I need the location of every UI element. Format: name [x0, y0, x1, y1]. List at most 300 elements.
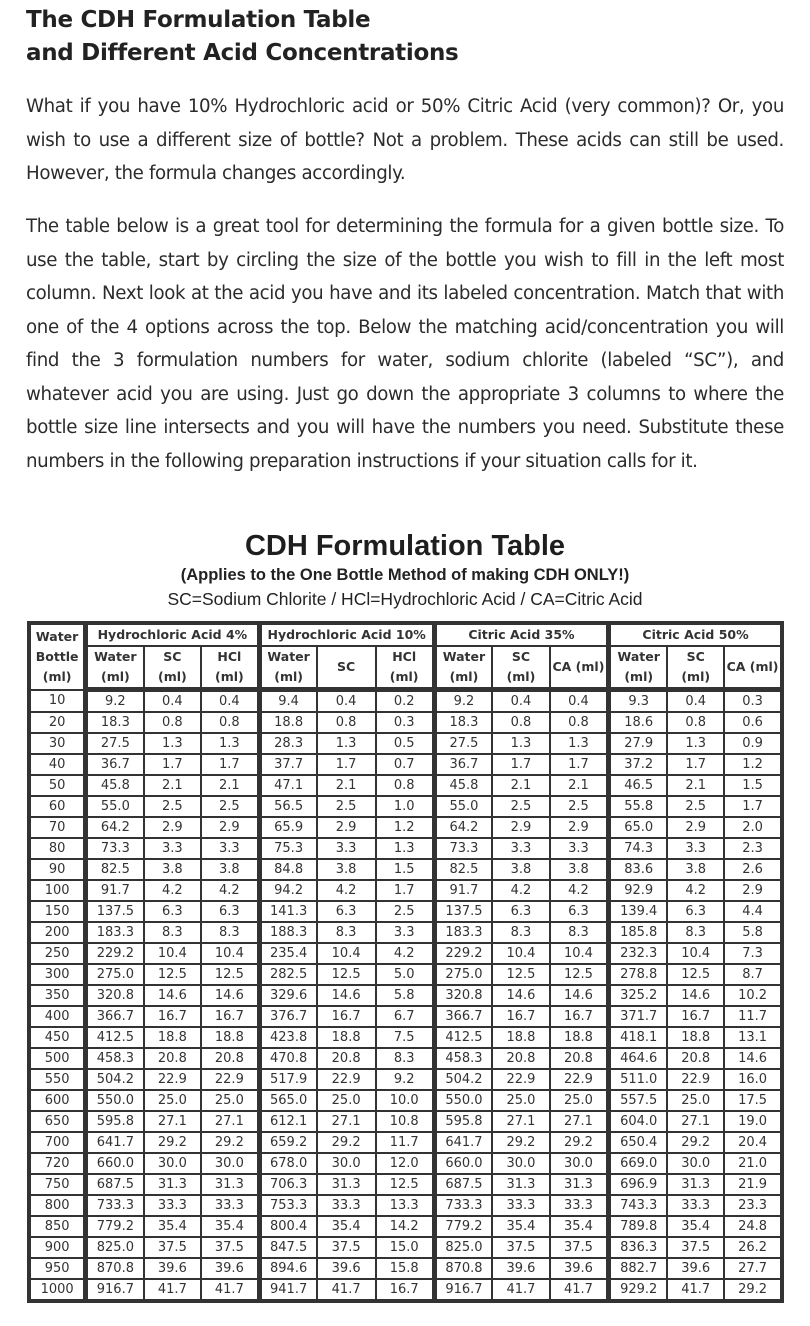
value-cell: 25.0	[667, 1090, 724, 1111]
instructions-paragraph: The table below is a great tool for determining the formula for a given bottle size. To use the table, start by circling the size of the bottle you wish to fill in the left most column. Next look at the acid you have and its labeled concentration. Match that with one of the 4 options across the top. Below the matching acid/concentration you will find the 3 formulation numbers for water, sodium chlorite (labeled “SC”), and whatever acid you are using. Just go down the appropriate 3 columns to where the bottle size line intersects and you will have the numbers you need. Substitute these numbers in the following preparation instructions if your situation calls for it.	[26, 216, 784, 472]
value-cell: 14.6	[550, 985, 609, 1006]
value-cell: 9.2	[434, 690, 492, 713]
value-cell: 139.4	[609, 901, 668, 922]
value-cell: 14.6	[317, 985, 376, 1006]
value-cell: 3.8	[201, 859, 259, 880]
table-row	[29, 796, 782, 817]
value-cell: 31.3	[667, 1174, 724, 1195]
table-row	[29, 859, 782, 880]
value-cell: 2.9	[201, 817, 259, 838]
column-header-line: SC	[163, 649, 182, 664]
value-cell: 0.8	[667, 712, 724, 733]
value-cell: 18.8	[550, 1027, 609, 1048]
value-cell: 0.8	[317, 712, 376, 733]
value-cell: 92.9	[609, 880, 668, 901]
value-cell: 16.0	[724, 1069, 782, 1090]
value-cell: 20.8	[492, 1048, 550, 1069]
value-cell: 41.7	[144, 1279, 202, 1301]
value-cell: 28.3	[259, 733, 317, 754]
value-cell: 0.5	[376, 733, 435, 754]
value-cell: 366.7	[434, 1006, 492, 1027]
group-header-3: Citric Acid 50%	[609, 623, 782, 646]
value-cell: 941.7	[259, 1279, 317, 1301]
value-cell: 10.4	[317, 943, 376, 964]
bottle-size-cell: 1000	[29, 1279, 86, 1301]
value-cell: 687.5	[434, 1174, 492, 1195]
value-cell: 2.5	[492, 796, 550, 817]
value-cell: 825.0	[86, 1237, 144, 1258]
value-cell: 18.8	[259, 712, 317, 733]
value-cell: 641.7	[86, 1132, 144, 1153]
value-cell: 229.2	[86, 943, 144, 964]
value-cell: 20.8	[317, 1048, 376, 1069]
value-cell: 3.3	[201, 838, 259, 859]
value-cell: 1.7	[144, 754, 202, 775]
value-cell: 65.9	[259, 817, 317, 838]
value-cell: 2.1	[492, 775, 550, 796]
value-cell: 557.5	[609, 1090, 668, 1111]
value-cell: 18.3	[434, 712, 492, 733]
value-cell: 1.0	[376, 796, 435, 817]
value-cell: 366.7	[86, 1006, 144, 1027]
value-cell: 376.7	[259, 1006, 317, 1027]
value-cell: 232.3	[609, 943, 668, 964]
value-cell: 4.4	[724, 901, 782, 922]
value-cell: 847.5	[259, 1237, 317, 1258]
value-cell: 46.5	[609, 775, 668, 796]
value-cell: 2.1	[317, 775, 376, 796]
value-cell: 2.1	[667, 775, 724, 796]
column-header	[550, 646, 609, 690]
bottle-size-cell: 500	[29, 1048, 86, 1069]
value-cell: 37.7	[259, 754, 317, 775]
column-header	[667, 646, 724, 690]
bottle-size-cell: 800	[29, 1195, 86, 1216]
table-body	[29, 690, 782, 1302]
value-cell: 33.3	[492, 1195, 550, 1216]
value-cell: 14.6	[667, 985, 724, 1006]
value-cell: 30.0	[317, 1153, 376, 1174]
column-header-line: HCl	[392, 649, 417, 664]
value-cell: 641.7	[434, 1132, 492, 1153]
bottle-header-line: Water	[35, 628, 79, 644]
value-cell: 20.8	[201, 1048, 259, 1069]
bottle-size-cell: 30	[29, 733, 86, 754]
value-cell: 0.4	[492, 690, 550, 713]
value-cell: 55.0	[86, 796, 144, 817]
value-cell: 733.3	[86, 1195, 144, 1216]
value-cell: 275.0	[434, 964, 492, 985]
value-cell: 235.4	[259, 943, 317, 964]
value-cell: 504.2	[86, 1069, 144, 1090]
value-cell: 7.3	[724, 943, 782, 964]
value-cell: 22.9	[317, 1069, 376, 1090]
value-cell: 882.7	[609, 1258, 668, 1279]
bottle-size-cell: 950	[29, 1258, 86, 1279]
value-cell: 733.3	[434, 1195, 492, 1216]
value-cell: 1.5	[376, 859, 435, 880]
value-cell: 650.4	[609, 1132, 668, 1153]
value-cell: 2.9	[492, 817, 550, 838]
value-cell: 37.5	[317, 1237, 376, 1258]
value-cell: 1.3	[492, 733, 550, 754]
value-cell: 29.2	[550, 1132, 609, 1153]
value-cell: 24.8	[724, 1216, 782, 1237]
value-cell: 18.8	[201, 1027, 259, 1048]
bottle-size-cell: 550	[29, 1069, 86, 1090]
table-row	[29, 1216, 782, 1237]
value-cell: 916.7	[86, 1279, 144, 1301]
group-header-2: Citric Acid 35%	[434, 623, 608, 646]
value-cell: 91.7	[86, 880, 144, 901]
value-cell: 678.0	[259, 1153, 317, 1174]
column-header	[724, 646, 782, 690]
value-cell: 183.3	[86, 922, 144, 943]
value-cell: 27.1	[492, 1111, 550, 1132]
value-cell: 84.8	[259, 859, 317, 880]
column-header-line: Water	[94, 649, 137, 664]
value-cell: 779.2	[434, 1216, 492, 1237]
value-cell: 2.5	[317, 796, 376, 817]
value-cell: 282.5	[259, 964, 317, 985]
value-cell: 45.8	[434, 775, 492, 796]
value-cell: 39.6	[667, 1258, 724, 1279]
column-header-line: CA (ml)	[726, 659, 779, 674]
value-cell: 706.3	[259, 1174, 317, 1195]
table-row	[29, 1237, 782, 1258]
value-cell: 418.1	[609, 1027, 668, 1048]
value-cell: 423.8	[259, 1027, 317, 1048]
value-cell: 35.4	[201, 1216, 259, 1237]
value-cell: 6.3	[492, 901, 550, 922]
value-cell: 916.7	[434, 1279, 492, 1301]
value-cell: 27.7	[724, 1258, 782, 1279]
section-heading	[26, 4, 458, 70]
value-cell: 25.0	[201, 1090, 259, 1111]
value-cell: 550.0	[86, 1090, 144, 1111]
value-cell: 1.2	[376, 817, 435, 838]
value-cell: 1.5	[724, 775, 782, 796]
value-cell: 16.7	[201, 1006, 259, 1027]
value-cell: 3.8	[550, 859, 609, 880]
column-header	[144, 646, 202, 690]
value-cell: 4.2	[550, 880, 609, 901]
column-header-line: CA (ml)	[552, 659, 605, 674]
bottle-size-cell: 100	[29, 880, 86, 901]
value-cell: 27.5	[86, 733, 144, 754]
value-cell: 743.3	[609, 1195, 668, 1216]
value-cell: 37.5	[492, 1237, 550, 1258]
value-cell: 27.1	[201, 1111, 259, 1132]
bottle-size-cell: 40	[29, 754, 86, 775]
value-cell: 9.2	[376, 1069, 435, 1090]
value-cell: 929.2	[609, 1279, 668, 1301]
value-cell: 2.3	[724, 838, 782, 859]
value-cell: 0.3	[376, 712, 435, 733]
value-cell: 29.2	[724, 1279, 782, 1301]
value-cell: 29.2	[667, 1132, 724, 1153]
table-row	[29, 901, 782, 922]
bottle-size-cell: 150	[29, 901, 86, 922]
value-cell: 4.2	[144, 880, 202, 901]
value-cell: 8.7	[724, 964, 782, 985]
value-cell: 27.9	[609, 733, 668, 754]
value-cell: 15.0	[376, 1237, 435, 1258]
value-cell: 82.5	[434, 859, 492, 880]
value-cell: 550.0	[434, 1090, 492, 1111]
value-cell: 14.6	[201, 985, 259, 1006]
value-cell: 2.1	[201, 775, 259, 796]
column-header-line: (ml)	[215, 669, 244, 684]
value-cell: 10.4	[144, 943, 202, 964]
value-cell: 91.7	[434, 880, 492, 901]
value-cell: 12.0	[376, 1153, 435, 1174]
value-cell: 0.4	[550, 690, 609, 713]
value-cell: 31.3	[317, 1174, 376, 1195]
heading-line-2: and Different Acid Concentrations	[26, 40, 459, 66]
value-cell: 14.6	[144, 985, 202, 1006]
value-cell: 3.3	[376, 922, 435, 943]
value-cell: 33.3	[667, 1195, 724, 1216]
value-cell: 1.7	[724, 796, 782, 817]
column-header	[201, 646, 259, 690]
column-header-line: (ml)	[624, 669, 654, 684]
column-header	[86, 646, 144, 690]
value-cell: 612.1	[259, 1111, 317, 1132]
value-cell: 35.4	[317, 1216, 376, 1237]
bottle-size-cell: 700	[29, 1132, 86, 1153]
value-cell: 320.8	[86, 985, 144, 1006]
value-cell: 458.3	[434, 1048, 492, 1069]
bottle-size-cell: 90	[29, 859, 86, 880]
value-cell: 64.2	[86, 817, 144, 838]
value-cell: 1.3	[201, 733, 259, 754]
value-cell: 30.0	[144, 1153, 202, 1174]
value-cell: 41.7	[667, 1279, 724, 1301]
column-header-line: (ml)	[506, 669, 536, 684]
table-row	[29, 985, 782, 1006]
table-row	[29, 1027, 782, 1048]
value-cell: 10.4	[492, 943, 550, 964]
value-cell: 2.5	[376, 901, 435, 922]
table-row	[29, 1195, 782, 1216]
value-cell: 10.8	[376, 1111, 435, 1132]
value-cell: 35.4	[492, 1216, 550, 1237]
value-cell: 5.8	[724, 922, 782, 943]
value-cell: 11.7	[376, 1132, 435, 1153]
value-cell: 3.8	[667, 859, 724, 880]
value-cell: 8.3	[667, 922, 724, 943]
value-cell: 20.8	[550, 1048, 609, 1069]
table-row	[29, 964, 782, 985]
value-cell: 4.2	[667, 880, 724, 901]
value-cell: 37.5	[144, 1237, 202, 1258]
value-cell: 0.4	[317, 690, 376, 713]
bottle-size-cell: 900	[29, 1237, 86, 1258]
value-cell: 13.1	[724, 1027, 782, 1048]
value-cell: 1.7	[376, 880, 435, 901]
value-cell: 137.5	[86, 901, 144, 922]
table-legend: SC=Sodium Chlorite / HCl=Hydrochloric Acid / CA=Citric Acid	[167, 589, 643, 609]
value-cell: 10.2	[724, 985, 782, 1006]
cdh-formulation-table	[27, 621, 784, 1303]
value-cell: 14.6	[724, 1048, 782, 1069]
value-cell: 4.2	[317, 880, 376, 901]
value-cell: 0.4	[201, 690, 259, 713]
value-cell: 12.5	[667, 964, 724, 985]
table-subtitle: (Applies to the One Bottle Method of making CDH ONLY!)	[180, 566, 630, 584]
value-cell: 188.3	[259, 922, 317, 943]
value-cell: 470.8	[259, 1048, 317, 1069]
value-cell: 1.3	[550, 733, 609, 754]
value-cell: 0.4	[144, 690, 202, 713]
value-cell: 2.9	[550, 817, 609, 838]
table-row	[29, 775, 782, 796]
table-row	[29, 817, 782, 838]
value-cell: 1.3	[317, 733, 376, 754]
value-cell: 20.8	[144, 1048, 202, 1069]
table-row	[29, 1258, 782, 1279]
value-cell: 371.7	[609, 1006, 668, 1027]
value-cell: 1.7	[667, 754, 724, 775]
value-cell: 30.0	[667, 1153, 724, 1174]
value-cell: 74.3	[609, 838, 668, 859]
value-cell: 15.8	[376, 1258, 435, 1279]
value-cell: 35.4	[550, 1216, 609, 1237]
table-row	[29, 754, 782, 775]
value-cell: 22.9	[667, 1069, 724, 1090]
column-header-line: (ml)	[101, 669, 130, 684]
value-cell: 12.5	[201, 964, 259, 985]
value-cell: 412.5	[434, 1027, 492, 1048]
value-cell: 464.6	[609, 1048, 668, 1069]
value-cell: 18.8	[317, 1027, 376, 1048]
value-cell: 0.8	[492, 712, 550, 733]
column-header-line: Water	[267, 649, 310, 664]
value-cell: 12.5	[492, 964, 550, 985]
table-row	[29, 943, 782, 964]
column-header	[317, 646, 376, 690]
value-cell: 18.8	[492, 1027, 550, 1048]
table-row	[29, 1006, 782, 1027]
value-cell: 9.2	[86, 690, 144, 713]
value-cell: 1.2	[724, 754, 782, 775]
value-cell: 6.3	[667, 901, 724, 922]
value-cell: 73.3	[86, 838, 144, 859]
column-header-line: SC	[511, 649, 531, 664]
value-cell: 18.8	[144, 1027, 202, 1048]
value-cell: 10.0	[376, 1090, 435, 1111]
value-cell: 779.2	[86, 1216, 144, 1237]
table-row	[29, 1153, 782, 1174]
table-row	[29, 712, 782, 733]
value-cell: 21.0	[724, 1153, 782, 1174]
header-row-columns	[29, 646, 782, 690]
value-cell: 894.6	[259, 1258, 317, 1279]
value-cell: 11.7	[724, 1006, 782, 1027]
value-cell: 22.9	[492, 1069, 550, 1090]
table-title: CDH Formulation Table	[244, 530, 566, 562]
value-cell: 33.3	[201, 1195, 259, 1216]
table-row	[29, 1132, 782, 1153]
bottle-header-line: Bottle	[35, 648, 79, 664]
value-cell: 412.5	[86, 1027, 144, 1048]
value-cell: 27.5	[434, 733, 492, 754]
value-cell: 325.2	[609, 985, 668, 1006]
value-cell: 2.5	[144, 796, 202, 817]
bottle-size-cell: 200	[29, 922, 86, 943]
bottle-size-cell: 350	[29, 985, 86, 1006]
value-cell: 10.4	[550, 943, 609, 964]
value-cell: 16.7	[550, 1006, 609, 1027]
value-cell: 2.6	[724, 859, 782, 880]
value-cell: 29.2	[201, 1132, 259, 1153]
group-header-0: Hydrochloric Acid 4%	[86, 623, 259, 646]
value-cell: 825.0	[434, 1237, 492, 1258]
value-cell: 3.3	[550, 838, 609, 859]
value-cell: 4.2	[201, 880, 259, 901]
table-row	[29, 1048, 782, 1069]
bottle-size-cell: 600	[29, 1090, 86, 1111]
column-header-line: (ml)	[274, 669, 303, 684]
value-cell: 31.3	[201, 1174, 259, 1195]
value-cell: 1.7	[550, 754, 609, 775]
table-row	[29, 838, 782, 859]
table-row	[29, 690, 782, 713]
value-cell: 141.3	[259, 901, 317, 922]
value-cell: 27.1	[550, 1111, 609, 1132]
value-cell: 29.2	[144, 1132, 202, 1153]
value-cell: 45.8	[86, 775, 144, 796]
value-cell: 0.4	[667, 690, 724, 713]
value-cell: 18.8	[667, 1027, 724, 1048]
value-cell: 0.3	[724, 690, 782, 713]
value-cell: 17.5	[724, 1090, 782, 1111]
bottle-size-header	[29, 623, 86, 690]
value-cell: 16.7	[376, 1279, 435, 1301]
column-header	[434, 646, 492, 690]
value-cell: 789.8	[609, 1216, 668, 1237]
value-cell: 25.0	[492, 1090, 550, 1111]
value-cell: 183.3	[434, 922, 492, 943]
column-header-line: SC	[686, 649, 705, 664]
bottle-size-cell: 20	[29, 712, 86, 733]
value-cell: 55.0	[434, 796, 492, 817]
column-header	[376, 646, 435, 690]
value-cell: 47.1	[259, 775, 317, 796]
value-cell: 1.3	[376, 838, 435, 859]
value-cell: 5.0	[376, 964, 435, 985]
value-cell: 30.0	[492, 1153, 550, 1174]
value-cell: 4.2	[376, 943, 435, 964]
value-cell: 12.5	[376, 1174, 435, 1195]
value-cell: 278.8	[609, 964, 668, 985]
value-cell: 5.8	[376, 985, 435, 1006]
value-cell: 3.3	[492, 838, 550, 859]
value-cell: 0.2	[376, 690, 435, 713]
value-cell: 41.7	[492, 1279, 550, 1301]
table-row	[29, 1279, 782, 1301]
value-cell: 137.5	[434, 901, 492, 922]
value-cell: 19.0	[724, 1111, 782, 1132]
value-cell: 329.6	[259, 985, 317, 1006]
value-cell: 39.6	[550, 1258, 609, 1279]
value-cell: 3.8	[492, 859, 550, 880]
value-cell: 9.3	[609, 690, 668, 713]
value-cell: 320.8	[434, 985, 492, 1006]
value-cell: 16.7	[144, 1006, 202, 1027]
value-cell: 39.6	[492, 1258, 550, 1279]
